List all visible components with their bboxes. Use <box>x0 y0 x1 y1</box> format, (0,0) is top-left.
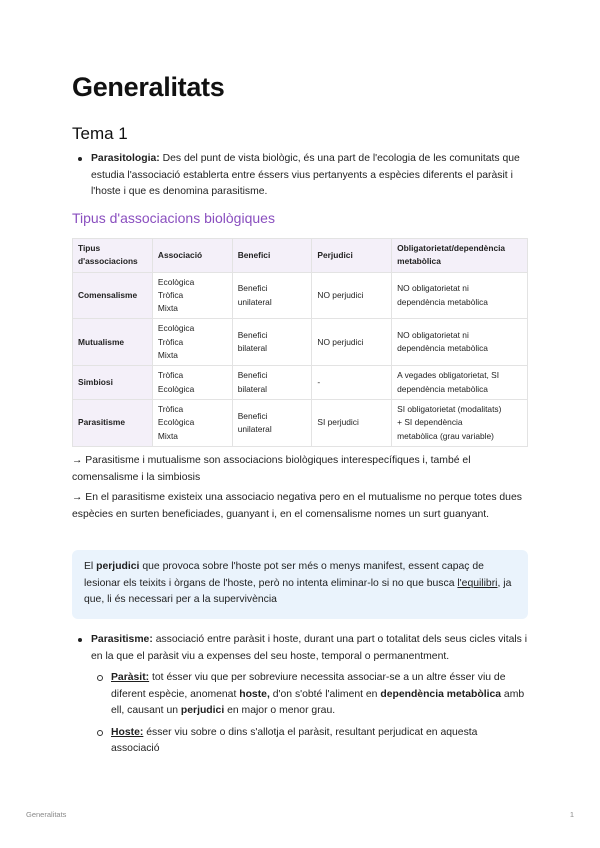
list-item <box>72 632 528 758</box>
list-item <box>72 151 528 201</box>
page-title: Generalitats <box>72 72 225 102</box>
subheading: Tipus d'associacions biològiques <box>72 210 275 226</box>
callout-text: El <box>84 561 97 572</box>
callout-box <box>72 550 528 619</box>
table-row <box>73 399 528 446</box>
callout-bold: perjudici <box>96 561 140 572</box>
term-label: Paràsit: <box>111 672 150 683</box>
term-label: Parasitisme: <box>91 634 153 645</box>
column-header: Tipus d'associacions <box>73 239 153 273</box>
term-label: Hoste: <box>111 726 144 738</box>
sub-list-item <box>91 725 528 758</box>
bold-term: dependència metabòlica <box>380 688 502 700</box>
definition-text: amb ell, causant un <box>111 688 525 716</box>
column-header: Obligatorietat/dependència metabòlica <box>392 239 528 273</box>
table-cell: NO obligatorietat ni dependència metabòlica <box>392 272 528 319</box>
row-header-cell: Mutualisme <box>73 319 153 366</box>
table-cell: Ecològica Tròfica Mixta <box>152 272 232 319</box>
table-row <box>73 319 528 366</box>
table-cell: A vegades obligatorietat, SI dependència metabòlica <box>392 366 528 400</box>
row-header-cell: Simbiosi <box>73 366 153 400</box>
section-heading: Tema 1 <box>72 124 128 143</box>
column-header: Associació <box>152 239 232 273</box>
table-cell: Ecològica Tròfica Mixta <box>152 319 232 366</box>
definition-text: associació entre paràsit i hoste, durant una part o totalitat dels seus cicles vitals i en la que el paràsit viu a expenses del seu hoste, temporal o permanentment. <box>91 634 528 662</box>
table-cell: NO perjudici <box>312 319 392 366</box>
page-number: 1 <box>569 810 574 819</box>
definition-text: tot ésser viu que per sobreviure necessita associar-se a un altre ésser viu de diferent espècie, anomenat <box>111 672 506 700</box>
table-header-row <box>73 239 528 273</box>
bold-term: hoste, <box>239 688 270 700</box>
callout-text: que provoca sobre l'hoste pot ser més o menys manifest, essent capaç de lesionar els teixits i òrgans de l'hoste, però no intenta eliminar-lo si no que busca <box>84 561 484 589</box>
sub-list-item <box>91 670 528 720</box>
bold-term: perjudici <box>180 705 225 716</box>
table-cell: SI perjudici <box>312 399 392 446</box>
note-text: → Parasitisme i mutualisme son associacions biològiques interespecífiques i, també el comensalisme i la simbiosis <box>72 455 471 483</box>
table-cell: NO obligatorietat ni dependència metabòlica <box>392 319 528 366</box>
table-cell: Benefici bilateral <box>232 319 312 366</box>
intro-list <box>72 151 528 201</box>
table-cell: SI obligatorietat (modalitats) + SI dependència metabòlica (grau variable) <box>392 399 528 446</box>
term-label: Parasitologia: <box>91 153 160 164</box>
note-text: → En el parasitisme existeix una associacio negativa pero en el mutualisme no perque totes dues espècies en surten beneficiades, guanyant i, en el comensalisme nomes un surt guanyant. <box>72 492 522 520</box>
table-cell: NO perjudici <box>312 272 392 319</box>
callout-underlined: l'equilibri, <box>457 577 501 589</box>
definition-text: en major o menor grau. <box>224 705 336 716</box>
table-cell: Benefici bilateral <box>232 366 312 400</box>
table-row <box>73 272 528 319</box>
table-cell: Tròfica Ecològica <box>152 366 232 400</box>
table-cell: Benefici unilateral <box>232 272 312 319</box>
definition-text: d'on s'obté l'aliment en <box>269 688 381 700</box>
parasitism-list <box>72 632 528 758</box>
row-header-cell: Comensalisme <box>73 272 153 319</box>
definition-text: Des del punt de vista biològic, és una part de l'ecologia de les comunitats que estudia l'associació establerta entre éssers vius pertanyents a espècies diferents el paràsit i l'hoste i que es denomina parasitisme. <box>91 153 520 197</box>
notes <box>72 453 528 527</box>
row-header-cell: Parasitisme <box>73 399 153 446</box>
table-cell: Benefici unilateral <box>232 399 312 446</box>
column-header: Benefici <box>232 239 312 273</box>
table-cell: - <box>312 366 392 400</box>
callout-text: ja que, li és necessari per a la supervivència <box>84 577 512 605</box>
column-header: Perjudici <box>312 239 392 273</box>
definition-text: ésser viu sobre o dins s'allotja el paràsit, resultant perjudicat en aquesta associació <box>111 726 478 754</box>
sub-list <box>91 670 528 758</box>
footer-title: Generalitats <box>26 810 67 819</box>
associations-table <box>72 238 528 447</box>
table-cell: Tròfica Ecològica Mixta <box>152 399 232 446</box>
table-row <box>73 366 528 400</box>
